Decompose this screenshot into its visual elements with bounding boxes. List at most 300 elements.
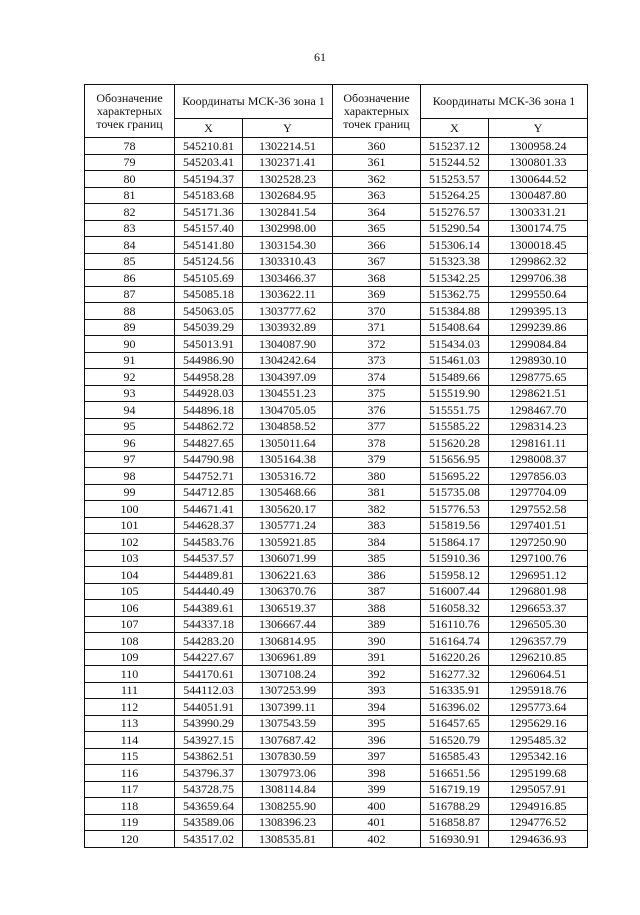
cell-point-left: 81	[85, 187, 175, 204]
cell-point-left: 120	[85, 831, 175, 848]
cell-y-left: 1304397.09	[243, 369, 333, 386]
cell-y-right: 1299862.32	[489, 253, 588, 270]
cell-x-right: 515276.57	[421, 204, 489, 221]
cell-x-left: 545210.81	[175, 138, 243, 155]
cell-y-left: 1304551.23	[243, 385, 333, 402]
cell-y-right: 1297250.90	[489, 534, 588, 551]
cell-y-right: 1295773.64	[489, 699, 588, 716]
cell-x-left: 543927.15	[175, 732, 243, 749]
cell-y-left: 1304858.52	[243, 418, 333, 435]
cell-y-left: 1305468.66	[243, 484, 333, 501]
cell-point-right: 374	[333, 369, 421, 386]
table-row	[85, 418, 588, 435]
table-row	[85, 666, 588, 683]
cell-x-right: 516788.29	[421, 798, 489, 815]
cell-point-right: 394	[333, 699, 421, 716]
cell-x-left: 544986.90	[175, 352, 243, 369]
cell-point-right: 360	[333, 138, 421, 155]
table-row	[85, 385, 588, 402]
cell-y-right: 1296064.51	[489, 666, 588, 683]
coords-header-left: Координаты МСК-36 зона 1	[175, 85, 333, 119]
cell-point-left: 107	[85, 616, 175, 633]
cell-y-left: 1304242.64	[243, 352, 333, 369]
cell-x-left: 544112.03	[175, 682, 243, 699]
table-row	[85, 765, 588, 782]
cell-y-right: 1297704.09	[489, 484, 588, 501]
cell-x-right: 515864.17	[421, 534, 489, 551]
cell-point-right: 367	[333, 253, 421, 270]
cell-x-right: 516858.87	[421, 814, 489, 831]
cell-x-left: 544862.72	[175, 418, 243, 435]
cell-y-right: 1296801.98	[489, 583, 588, 600]
cell-x-left: 545039.29	[175, 319, 243, 336]
cell-point-left: 115	[85, 748, 175, 765]
cell-x-right: 516164.74	[421, 633, 489, 650]
cell-point-left: 102	[85, 534, 175, 551]
cell-point-left: 108	[85, 633, 175, 650]
cell-x-left: 544389.61	[175, 600, 243, 617]
cell-x-right: 515253.57	[421, 171, 489, 188]
cell-point-left: 112	[85, 699, 175, 716]
cell-y-right: 1300801.33	[489, 154, 588, 171]
cell-point-left: 101	[85, 517, 175, 534]
cell-x-right: 515695.22	[421, 468, 489, 485]
cell-y-left: 1307687.42	[243, 732, 333, 749]
x-header-right: X	[421, 118, 489, 137]
cell-y-left: 1304087.90	[243, 336, 333, 353]
cell-y-right: 1297552.58	[489, 501, 588, 518]
cell-x-right: 515735.08	[421, 484, 489, 501]
table-row	[85, 270, 588, 287]
cell-y-right: 1300174.75	[489, 220, 588, 237]
cell-x-right: 515244.52	[421, 154, 489, 171]
cell-x-right: 515362.75	[421, 286, 489, 303]
table-row	[85, 781, 588, 798]
cell-x-right: 515910.36	[421, 550, 489, 567]
cell-x-left: 545105.69	[175, 270, 243, 287]
cell-x-right: 515434.03	[421, 336, 489, 353]
table-row	[85, 237, 588, 254]
cell-x-left: 544752.71	[175, 468, 243, 485]
cell-y-left: 1303622.11	[243, 286, 333, 303]
cell-point-right: 376	[333, 402, 421, 419]
cell-x-right: 515461.03	[421, 352, 489, 369]
coordinates-table	[84, 84, 588, 848]
table-row	[85, 814, 588, 831]
table-row	[85, 319, 588, 336]
cell-y-right: 1297401.51	[489, 517, 588, 534]
cell-y-right: 1298161.11	[489, 435, 588, 452]
cell-point-right: 389	[333, 616, 421, 633]
table-row	[85, 253, 588, 270]
cell-point-left: 111	[85, 682, 175, 699]
cell-x-left: 545085.18	[175, 286, 243, 303]
cell-point-right: 400	[333, 798, 421, 815]
cell-point-right: 381	[333, 484, 421, 501]
table-row	[85, 402, 588, 419]
table-row	[85, 484, 588, 501]
cell-x-right: 515489.66	[421, 369, 489, 386]
cell-x-right: 516396.02	[421, 699, 489, 716]
table-row	[85, 303, 588, 320]
table-row	[85, 286, 588, 303]
cell-point-right: 370	[333, 303, 421, 320]
cell-y-left: 1306519.37	[243, 600, 333, 617]
table-row	[85, 501, 588, 518]
cell-y-right: 1296357.79	[489, 633, 588, 650]
cell-point-left: 89	[85, 319, 175, 336]
cell-point-left: 78	[85, 138, 175, 155]
cell-x-right: 515264.25	[421, 187, 489, 204]
cell-y-right: 1295199.68	[489, 765, 588, 782]
cell-y-right: 1298314.23	[489, 418, 588, 435]
cell-y-right: 1295342.16	[489, 748, 588, 765]
cell-point-left: 119	[85, 814, 175, 831]
cell-x-right: 515342.25	[421, 270, 489, 287]
table-row	[85, 583, 588, 600]
cell-y-right: 1295057.91	[489, 781, 588, 798]
cell-x-right: 515306.14	[421, 237, 489, 254]
cell-y-right: 1295918.76	[489, 682, 588, 699]
cell-y-left: 1306221.63	[243, 567, 333, 584]
cell-x-left: 544489.81	[175, 567, 243, 584]
cell-point-right: 369	[333, 286, 421, 303]
cell-point-right: 368	[333, 270, 421, 287]
cell-y-left: 1305164.38	[243, 451, 333, 468]
cell-y-left: 1305011.64	[243, 435, 333, 452]
cell-y-left: 1303154.30	[243, 237, 333, 254]
cell-y-left: 1306814.95	[243, 633, 333, 650]
cell-point-right: 365	[333, 220, 421, 237]
cell-point-right: 390	[333, 633, 421, 650]
cell-point-right: 392	[333, 666, 421, 683]
cell-x-left: 545171.36	[175, 204, 243, 221]
cell-x-left: 544440.49	[175, 583, 243, 600]
page-number: 61	[314, 50, 326, 64]
cell-x-right: 515958.12	[421, 567, 489, 584]
table-row	[85, 715, 588, 732]
cell-point-left: 79	[85, 154, 175, 171]
cell-point-left: 100	[85, 501, 175, 518]
cell-point-right: 377	[333, 418, 421, 435]
cell-y-right: 1295485.32	[489, 732, 588, 749]
cell-y-right: 1296505.30	[489, 616, 588, 633]
cell-point-right: 363	[333, 187, 421, 204]
cell-point-right: 388	[333, 600, 421, 617]
cell-x-right: 515384.88	[421, 303, 489, 320]
cell-y-right: 1294776.52	[489, 814, 588, 831]
cell-y-right: 1294636.93	[489, 831, 588, 848]
cell-point-left: 109	[85, 649, 175, 666]
cell-y-right: 1295629.16	[489, 715, 588, 732]
cell-x-right: 515323.38	[421, 253, 489, 270]
table-row	[85, 567, 588, 584]
cell-y-left: 1304705.05	[243, 402, 333, 419]
cell-x-left: 545124.56	[175, 253, 243, 270]
table-row	[85, 649, 588, 666]
cell-point-right: 382	[333, 501, 421, 518]
cell-y-left: 1305771.24	[243, 517, 333, 534]
cell-y-right: 1296210.85	[489, 649, 588, 666]
cell-y-left: 1308535.81	[243, 831, 333, 848]
cell-point-left: 86	[85, 270, 175, 287]
cell-point-left: 91	[85, 352, 175, 369]
cell-y-left: 1307399.11	[243, 699, 333, 716]
cell-x-right: 516110.76	[421, 616, 489, 633]
cell-y-right: 1300331.21	[489, 204, 588, 221]
cell-point-left: 82	[85, 204, 175, 221]
coords-header-right: Координаты МСК-36 зона 1	[421, 85, 588, 119]
cell-x-left: 544671.41	[175, 501, 243, 518]
cell-point-right: 391	[333, 649, 421, 666]
cell-point-left: 96	[85, 435, 175, 452]
table-row	[85, 798, 588, 815]
cell-point-left: 110	[85, 666, 175, 683]
cell-x-left: 545157.40	[175, 220, 243, 237]
cell-y-left: 1306667.44	[243, 616, 333, 633]
cell-point-right: 361	[333, 154, 421, 171]
cell-point-left: 98	[85, 468, 175, 485]
cell-y-left: 1302998.00	[243, 220, 333, 237]
cell-x-right: 515237.12	[421, 138, 489, 155]
cell-y-left: 1307830.59	[243, 748, 333, 765]
table-row	[85, 435, 588, 452]
table-row	[85, 534, 588, 551]
cell-point-left: 117	[85, 781, 175, 798]
cell-point-left: 105	[85, 583, 175, 600]
cell-y-left: 1306961.89	[243, 649, 333, 666]
y-header-right: Y	[489, 118, 588, 137]
cell-y-left: 1308255.90	[243, 798, 333, 815]
cell-point-left: 114	[85, 732, 175, 749]
cell-point-left: 104	[85, 567, 175, 584]
cell-x-left: 543728.75	[175, 781, 243, 798]
cell-point-left: 90	[85, 336, 175, 353]
cell-point-left: 116	[85, 765, 175, 782]
cell-point-right: 371	[333, 319, 421, 336]
cell-x-left: 544958.28	[175, 369, 243, 386]
cell-x-left: 544051.91	[175, 699, 243, 716]
cell-point-left: 95	[85, 418, 175, 435]
cell-y-right: 1299706.38	[489, 270, 588, 287]
cell-point-right: 395	[333, 715, 421, 732]
cell-x-left: 544283.20	[175, 633, 243, 650]
cell-x-left: 545013.91	[175, 336, 243, 353]
cell-y-right: 1297856.03	[489, 468, 588, 485]
cell-y-left: 1305620.17	[243, 501, 333, 518]
table-row	[85, 154, 588, 171]
cell-point-left: 103	[85, 550, 175, 567]
cell-point-right: 366	[333, 237, 421, 254]
table-row	[85, 138, 588, 155]
cell-point-right: 384	[333, 534, 421, 551]
cell-y-right: 1300018.45	[489, 237, 588, 254]
cell-point-right: 402	[333, 831, 421, 848]
table-row	[85, 468, 588, 485]
x-header-left: X	[175, 118, 243, 137]
cell-point-right: 372	[333, 336, 421, 353]
cell-x-left: 544537.57	[175, 550, 243, 567]
table-header	[85, 85, 588, 138]
cell-point-left: 94	[85, 402, 175, 419]
cell-point-left: 93	[85, 385, 175, 402]
table-row	[85, 171, 588, 188]
cell-point-left: 97	[85, 451, 175, 468]
cell-y-right: 1300644.52	[489, 171, 588, 188]
cell-y-right: 1300958.24	[489, 138, 588, 155]
table-row	[85, 187, 588, 204]
cell-y-right: 1299550.64	[489, 286, 588, 303]
cell-point-left: 88	[85, 303, 175, 320]
cell-x-right: 516651.56	[421, 765, 489, 782]
cell-y-left: 1307543.59	[243, 715, 333, 732]
cell-x-right: 515551.75	[421, 402, 489, 419]
cell-point-left: 84	[85, 237, 175, 254]
cell-y-right: 1298008.37	[489, 451, 588, 468]
y-header-left: Y	[243, 118, 333, 137]
cell-x-right: 516520.79	[421, 732, 489, 749]
cell-point-right: 386	[333, 567, 421, 584]
cell-y-left: 1306071.99	[243, 550, 333, 567]
cell-x-left: 544896.18	[175, 402, 243, 419]
cell-point-left: 87	[85, 286, 175, 303]
cell-x-left: 544227.67	[175, 649, 243, 666]
cell-y-right: 1296951.12	[489, 567, 588, 584]
cell-x-right: 515408.64	[421, 319, 489, 336]
table-row	[85, 352, 588, 369]
cell-x-left: 544928.03	[175, 385, 243, 402]
table-row	[85, 550, 588, 567]
cell-y-left: 1307108.24	[243, 666, 333, 683]
table-row	[85, 633, 588, 650]
table-row	[85, 369, 588, 386]
cell-point-right: 364	[333, 204, 421, 221]
cell-point-right: 396	[333, 732, 421, 749]
cell-point-right: 397	[333, 748, 421, 765]
cell-x-right: 516277.32	[421, 666, 489, 683]
cell-x-left: 543659.64	[175, 798, 243, 815]
cell-y-right: 1298930.10	[489, 352, 588, 369]
cell-y-right: 1299239.86	[489, 319, 588, 336]
cell-point-right: 362	[333, 171, 421, 188]
cell-x-right: 516335.91	[421, 682, 489, 699]
cell-point-left: 80	[85, 171, 175, 188]
cell-x-right: 516058.32	[421, 600, 489, 617]
cell-y-right: 1298467.70	[489, 402, 588, 419]
cell-y-left: 1303466.37	[243, 270, 333, 287]
cell-x-right: 516585.43	[421, 748, 489, 765]
cell-y-right: 1300487.80	[489, 187, 588, 204]
cell-y-left: 1303932.89	[243, 319, 333, 336]
cell-point-left: 118	[85, 798, 175, 815]
cell-point-right: 387	[333, 583, 421, 600]
cell-y-right: 1299395.13	[489, 303, 588, 320]
cell-y-left: 1306370.76	[243, 583, 333, 600]
point-header-right: Обозначение характерных точек границ	[333, 85, 421, 138]
cell-y-left: 1303310.43	[243, 253, 333, 270]
table-row	[85, 682, 588, 699]
cell-point-left: 83	[85, 220, 175, 237]
table-row	[85, 699, 588, 716]
cell-point-right: 398	[333, 765, 421, 782]
cell-point-right: 385	[333, 550, 421, 567]
cell-x-left: 543517.02	[175, 831, 243, 848]
cell-point-right: 393	[333, 682, 421, 699]
cell-point-right: 373	[333, 352, 421, 369]
cell-y-left: 1302684.95	[243, 187, 333, 204]
cell-x-right: 515819.56	[421, 517, 489, 534]
cell-point-left: 106	[85, 600, 175, 617]
cell-point-right: 383	[333, 517, 421, 534]
cell-x-right: 516457.65	[421, 715, 489, 732]
cell-x-left: 544628.37	[175, 517, 243, 534]
cell-x-right: 516930.91	[421, 831, 489, 848]
cell-y-left: 1308396.23	[243, 814, 333, 831]
cell-x-left: 545183.68	[175, 187, 243, 204]
cell-y-left: 1307973.06	[243, 765, 333, 782]
cell-x-right: 516719.19	[421, 781, 489, 798]
cell-x-left: 544790.98	[175, 451, 243, 468]
cell-x-right: 515656.95	[421, 451, 489, 468]
cell-y-right: 1298775.65	[489, 369, 588, 386]
cell-y-right: 1296653.37	[489, 600, 588, 617]
cell-point-right: 401	[333, 814, 421, 831]
table-row	[85, 600, 588, 617]
cell-x-right: 515585.22	[421, 418, 489, 435]
cell-y-right: 1297100.76	[489, 550, 588, 567]
cell-x-left: 543990.29	[175, 715, 243, 732]
table-row	[85, 220, 588, 237]
cell-y-right: 1294916.85	[489, 798, 588, 815]
cell-point-left: 85	[85, 253, 175, 270]
cell-y-left: 1305316.72	[243, 468, 333, 485]
cell-x-left: 543796.37	[175, 765, 243, 782]
cell-x-left: 544170.61	[175, 666, 243, 683]
cell-point-right: 380	[333, 468, 421, 485]
cell-x-left: 544712.85	[175, 484, 243, 501]
point-header-left: Обозначение характерных точек границ	[85, 85, 175, 138]
cell-x-right: 515519.90	[421, 385, 489, 402]
cell-x-left: 544337.18	[175, 616, 243, 633]
cell-point-right: 399	[333, 781, 421, 798]
cell-x-left: 545141.80	[175, 237, 243, 254]
cell-point-left: 92	[85, 369, 175, 386]
table-row	[85, 204, 588, 221]
cell-y-left: 1307253.99	[243, 682, 333, 699]
cell-y-left: 1308114.84	[243, 781, 333, 798]
table-row	[85, 517, 588, 534]
table-row	[85, 732, 588, 749]
cell-point-left: 99	[85, 484, 175, 501]
cell-x-right: 516220.26	[421, 649, 489, 666]
table-row	[85, 616, 588, 633]
cell-x-left: 543589.06	[175, 814, 243, 831]
cell-x-left: 545063.05	[175, 303, 243, 320]
cell-x-left: 545194.37	[175, 171, 243, 188]
table-row	[85, 336, 588, 353]
cell-y-left: 1305921.85	[243, 534, 333, 551]
table-row	[85, 831, 588, 848]
table-row	[85, 451, 588, 468]
cell-point-right: 375	[333, 385, 421, 402]
cell-x-left: 545203.41	[175, 154, 243, 171]
cell-x-right: 515776.53	[421, 501, 489, 518]
cell-y-left: 1303777.62	[243, 303, 333, 320]
cell-x-right: 516007.44	[421, 583, 489, 600]
table-body	[85, 138, 588, 848]
cell-point-right: 378	[333, 435, 421, 452]
table-row	[85, 748, 588, 765]
